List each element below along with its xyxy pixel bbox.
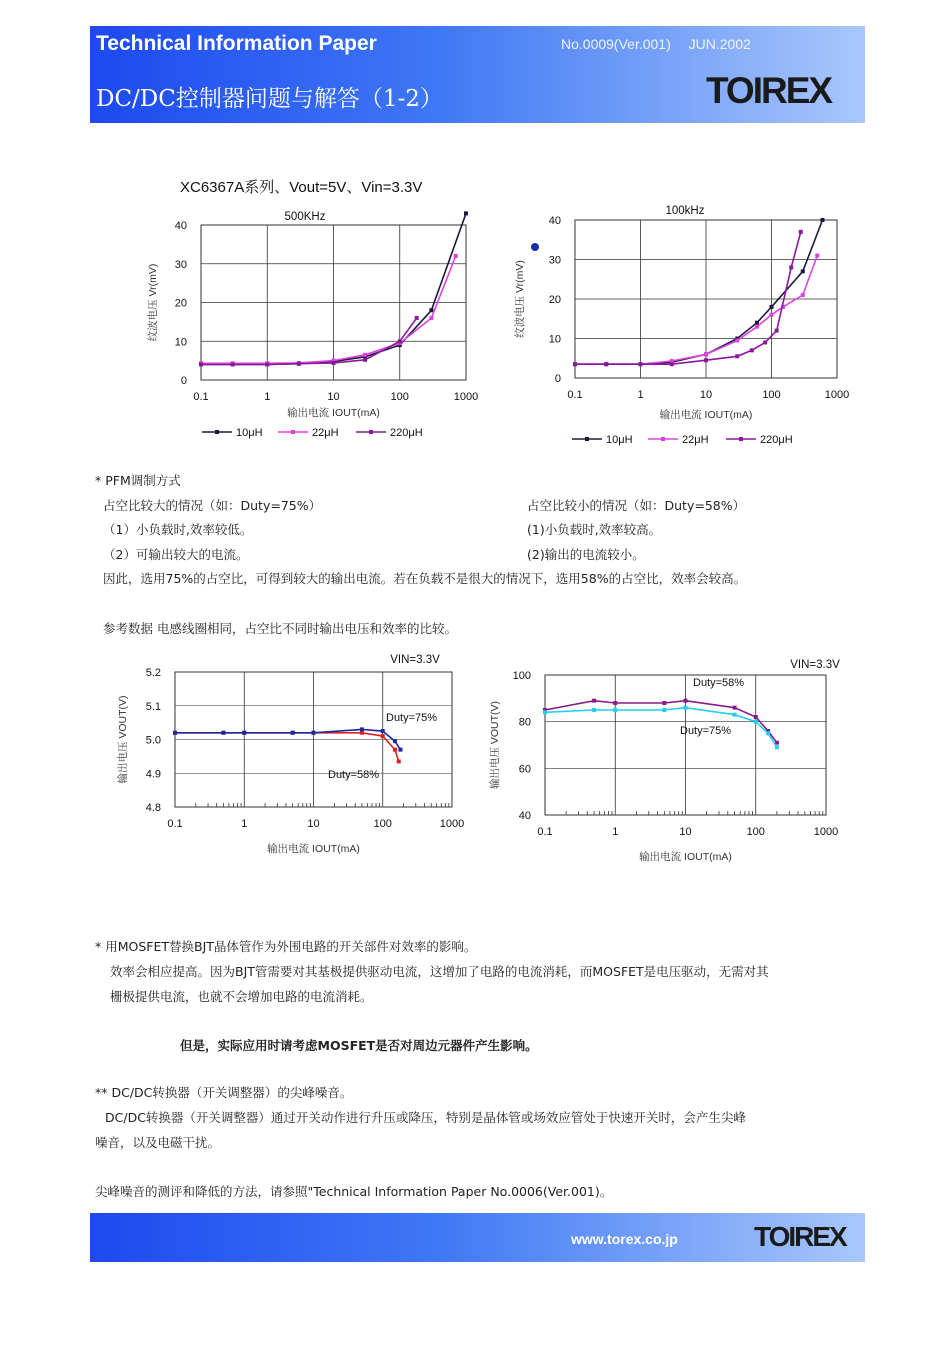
- data-point: [398, 339, 402, 343]
- data-point: [398, 748, 402, 752]
- data-point: [393, 748, 397, 752]
- data-point: [662, 708, 666, 712]
- x-tick-label: 0.1: [193, 391, 209, 403]
- data-point: [381, 729, 385, 733]
- data-point: [397, 759, 401, 763]
- pfm-right-item-1: (1)小负载时,效率较高。: [527, 522, 662, 537]
- legend-label: 220μH: [760, 434, 793, 446]
- legend-marker: [291, 430, 295, 434]
- y-tick-label: 80: [518, 716, 531, 729]
- series-line: [175, 733, 399, 762]
- data-point: [363, 353, 367, 357]
- x-tick-label: 1: [241, 818, 248, 830]
- data-point: [755, 321, 759, 325]
- x-axis-label: 输出电流 IOUT(mA): [267, 843, 360, 855]
- y-tick-label: 30: [548, 254, 561, 267]
- data-point: [820, 218, 824, 222]
- data-point: [770, 305, 774, 309]
- data-point: [735, 354, 739, 358]
- data-point: [733, 706, 737, 710]
- x-tick-label: 1000: [824, 389, 850, 401]
- x-tick-label: 1: [612, 826, 619, 838]
- y-tick-label: 10: [174, 336, 187, 349]
- data-point: [242, 731, 246, 735]
- data-point: [415, 316, 419, 320]
- noise-line-2: 噪音，以及电磁干扰。: [95, 1135, 221, 1150]
- pfm-heading: * PFM调制方式: [95, 473, 181, 488]
- chart-group-title: XC6367A系列、Vout=5V、Vin=3.3V: [180, 179, 423, 196]
- data-point: [684, 699, 688, 703]
- data-point: [543, 710, 547, 714]
- ripple-chart-100khz: [490, 200, 860, 455]
- x-tick-label: 100: [746, 826, 765, 838]
- data-point: [291, 731, 295, 735]
- x-axis-label: 输出电流 IOUT(mA): [639, 851, 732, 863]
- data-point: [801, 293, 805, 297]
- chart-title: 500KHz: [284, 211, 326, 223]
- y-tick-label: 60: [518, 763, 531, 776]
- data-point: [750, 348, 754, 352]
- data-point: [604, 362, 608, 366]
- x-tick-label: 100: [762, 389, 781, 401]
- reference-note: 参考数据 电感线圈相同，占空比不同时输出电压和效率的比较。: [103, 621, 457, 636]
- y-tick-label: 10: [548, 333, 561, 346]
- y-tick-label: 20: [548, 294, 561, 306]
- y-tick-label: 4.9: [145, 768, 161, 781]
- data-point: [754, 720, 758, 724]
- series-line: [545, 708, 777, 748]
- doc-number: No.0009(Ver.001) JUN.2002: [561, 36, 751, 52]
- data-point: [766, 731, 770, 735]
- legend-label: 22μH: [312, 427, 339, 439]
- pfm-conclusion: 因此，选用75%的占空比，可得到较大的输出电流。若在负载不是很大的情况下，选用58%的占空比，效率会较高。: [103, 571, 747, 586]
- x-tick-label: 10: [307, 818, 320, 830]
- data-point: [454, 254, 458, 258]
- series-line: [201, 256, 456, 363]
- legend-marker: [369, 430, 373, 434]
- data-point: [199, 363, 203, 367]
- chart-annotation: Duty=58%: [328, 769, 380, 781]
- x-tick-label: 100: [373, 818, 392, 830]
- y-tick-label: 40: [518, 810, 531, 822]
- y-tick-label: 40: [174, 220, 187, 232]
- y-tick-label: 40: [548, 215, 561, 227]
- chart-title: VIN=3.3V: [790, 659, 840, 671]
- y-tick-label: 0: [180, 375, 187, 387]
- data-point: [684, 706, 688, 710]
- data-point: [755, 325, 759, 329]
- pfm-left-item-1: （1）小负载时,效率较低。: [103, 522, 253, 537]
- x-tick-label: 0.1: [567, 389, 583, 401]
- y-tick-label: 5.1: [145, 700, 161, 713]
- data-point: [763, 340, 767, 344]
- y-axis-label: 纹波电压 Vr(mV): [514, 260, 526, 338]
- data-point: [592, 699, 596, 703]
- data-point: [363, 358, 367, 362]
- footer-logo: TOIREX: [754, 1221, 846, 1252]
- data-point: [265, 363, 269, 367]
- mosfet-line-1: 效率会相应提高。因为BJT管需要对其基极提供驱动电流，这增加了电路的电流消耗，而MOSFET是电压驱动，无需对其: [110, 964, 769, 979]
- x-tick-label: 0.1: [537, 826, 553, 838]
- y-axis-label: 纹波电压 Vr(mV): [147, 263, 159, 342]
- data-point: [754, 715, 758, 719]
- chart-title: VIN=3.3V: [390, 654, 440, 666]
- y-tick-label: 0: [554, 373, 561, 385]
- pfm-right-item-2: (2)输出的电流较小。: [527, 547, 645, 562]
- data-point: [662, 701, 666, 705]
- data-point: [173, 731, 177, 735]
- data-point: [592, 708, 596, 712]
- ripple-chart-500khz: [120, 200, 500, 450]
- noise-line-1: DC/DC转换器（开关调整器）通过开关动作进行升压或降压，特别是晶体管或场效应管处于快速开关时，会产生尖峰: [105, 1110, 746, 1125]
- data-point: [735, 338, 739, 342]
- data-point: [297, 362, 301, 366]
- data-point: [429, 316, 433, 320]
- torex-logo: TOIREX: [706, 70, 832, 111]
- x-tick-label: 10: [699, 389, 713, 401]
- doc-type-title: Technical Information Paper: [96, 32, 377, 55]
- data-point: [381, 734, 385, 738]
- efficiency-chart: [480, 650, 855, 870]
- legend-label: 10μH: [236, 427, 263, 439]
- mosfet-note: 但是，实际应用时请考虑MOSFET是否对周边元器件产生影响。: [180, 1038, 538, 1053]
- x-tick-label: 1000: [813, 826, 839, 838]
- data-point: [670, 362, 674, 366]
- noise-heading: ** DC/DC转换器（开关调整器）的尖峰噪音。: [95, 1085, 353, 1100]
- noise-reference: 尖峰噪音的测评和降低的方法，请参照"Technical Information Paper No.0006(Ver.001)。: [95, 1184, 613, 1199]
- data-point: [221, 731, 225, 735]
- data-point: [770, 313, 774, 317]
- x-axis-label: 输出电流 IOUT(mA): [659, 409, 753, 421]
- legend-label: 220μH: [390, 427, 423, 439]
- x-axis-label: 输出电流 IOUT(mA): [287, 407, 380, 419]
- legend-marker: [739, 437, 743, 441]
- data-point: [815, 254, 819, 258]
- x-tick-label: 100: [390, 391, 409, 403]
- pfm-left-title: 占空比较大的情况（如：Duty=75%）: [103, 498, 322, 513]
- x-tick-label: 1: [637, 389, 644, 401]
- y-tick-label: 5.0: [145, 734, 161, 747]
- y-tick-label: 20: [174, 297, 187, 310]
- data-point: [613, 708, 617, 712]
- x-tick-label: 10: [679, 826, 692, 838]
- x-tick-label: 1000: [439, 818, 465, 830]
- page-title: DC/DC控制器问题与解答（1-2）: [96, 86, 443, 112]
- y-tick-label: 100: [512, 670, 531, 682]
- y-tick-label: 4.8: [145, 802, 161, 814]
- data-point: [312, 731, 316, 735]
- chart-annotation: Duty=58%: [693, 677, 745, 689]
- chart-title: 100kHz: [665, 205, 705, 217]
- data-point: [429, 308, 433, 312]
- legend-marker: [585, 437, 589, 441]
- x-tick-label: 0.1: [167, 818, 183, 830]
- data-point: [573, 362, 577, 366]
- legend-label: 22μH: [682, 434, 709, 446]
- data-point: [801, 269, 805, 273]
- legend-marker: [661, 437, 665, 441]
- data-point: [733, 713, 737, 717]
- marker-dot: [531, 243, 539, 251]
- data-point: [775, 745, 779, 749]
- legend-label: 10μH: [606, 434, 633, 446]
- data-point: [332, 361, 336, 365]
- data-point: [360, 727, 364, 731]
- chart-annotation: Duty=75%: [680, 725, 732, 737]
- data-point: [613, 701, 617, 705]
- data-point: [704, 352, 708, 356]
- data-point: [393, 739, 397, 743]
- footer-banner: [90, 1213, 865, 1262]
- data-point: [799, 230, 803, 234]
- website-link[interactable]: www.torex.co.jp: [571, 1231, 678, 1247]
- x-tick-label: 1000: [453, 391, 479, 403]
- vout-chart: [110, 645, 480, 860]
- chart-annotation: Duty=75%: [386, 712, 438, 724]
- data-point: [775, 329, 779, 333]
- y-axis-label: 输出电压 VOUT(V): [489, 700, 501, 790]
- y-axis-label: 输出电压 VOUT(V): [117, 695, 129, 784]
- data-point: [231, 363, 235, 367]
- legend-marker: [215, 430, 219, 434]
- pfm-right-title: 占空比较小的情况（如：Duty=58%）: [527, 498, 746, 513]
- data-point: [704, 358, 708, 362]
- data-point: [789, 265, 793, 269]
- y-tick-label: 5.2: [145, 667, 161, 679]
- mosfet-line-2: 栅极提供电流，也就不会增加电路的电流消耗。: [110, 989, 373, 1004]
- data-point: [639, 362, 643, 366]
- y-tick-label: 30: [174, 258, 187, 271]
- pfm-left-item-2: （2）可输出较大的电流。: [103, 547, 249, 562]
- data-point: [464, 211, 468, 215]
- x-tick-label: 10: [327, 391, 340, 403]
- mosfet-heading: * 用MOSFET替换BJT晶体管作为外围电路的开关部件对效率的影响。: [95, 939, 477, 954]
- x-tick-label: 1: [264, 391, 271, 403]
